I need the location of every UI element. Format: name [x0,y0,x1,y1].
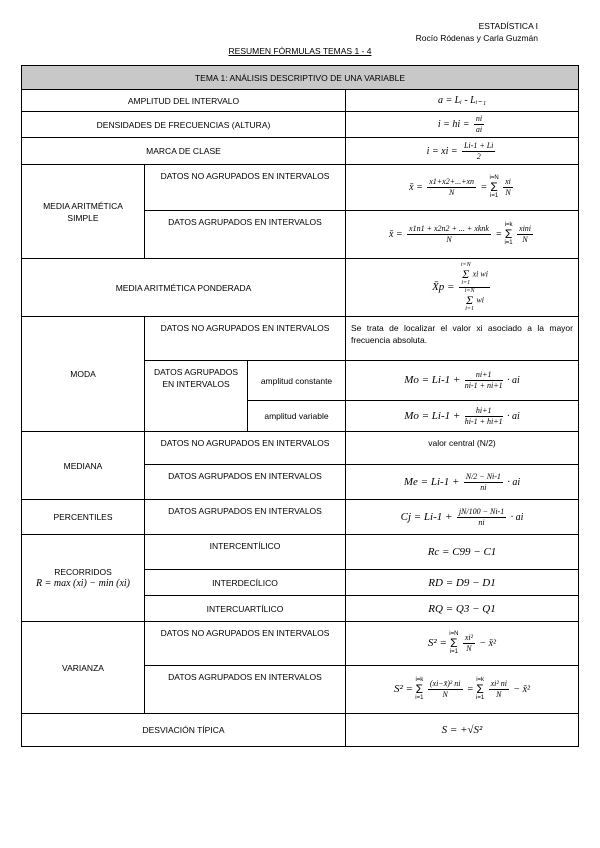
percentiles-formula: Cj = Li-1 + $\frac{jN/100 - Ni-1}{ni}$ · ai [346,500,579,535]
percentiles-sub: DATOS AGRUPADOS EN INTERVALOS [145,500,346,535]
varianza-formula1: S² = i=N Σ i=1 $\frac{\text{xi²}}{N}$ − x̄² [346,622,579,666]
intercentilico-label: INTERCENTÍLICO [145,535,346,570]
mediana-label: MEDIANA [22,432,145,500]
marca-label: MARCA DE CLASE [22,138,346,165]
media-simple-sub2: DATOS AGRUPADOS EN INTERVALOS [145,211,346,259]
media-ponderada-label: MEDIA ARITMÉTICA PONDERADA [22,259,346,317]
authors: Rocío Ródenas y Carla Guzmán [415,33,538,43]
media-simple-sub1: DATOS NO AGRUPADOS EN INTERVALOS [145,165,346,211]
moda-text: Se trata de localizar el valor xi asociado a la mayor frecuencia absoluta. [346,317,579,361]
moda-label: MODA [22,317,145,432]
amplitud-formula: a = Lᵢ - Lᵢ₋₁ [346,90,579,112]
densidades-formula: i = hi = $\frac{ni}{ai}$ [346,112,579,138]
moda-formula2: Mo = Li-1 + $\frac{hi+1}{hi-1 + hi+1}$ · ai [346,401,579,432]
media-ponderada-formula: X̄p = i=N Σ i=1 xi wi i=N Σ i=1 wi [346,259,579,317]
interdecilico-label: INTERDECÍLICO [145,570,346,596]
document-header [416,20,538,44]
media-simple-label: MEDIA ARITMÉTICA SIMPLE [22,165,145,259]
intercuartilico-label: INTERCUARTÍLICO [145,596,346,622]
percentiles-label: PERCENTILES [22,500,145,535]
moda-formula1: Mo = Li-1 + $\frac{ni+1}{ni-1 + ni+1}$ · ai [346,361,579,401]
desviacion-label: DESVIACIÓN TÍPICA [22,714,346,747]
moda-case1: amplitud constante [248,361,346,401]
varianza-sub1: DATOS NO AGRUPADOS EN INTERVALOS [145,622,346,666]
recorridos-formula: R = max (xi) − min (xi) [35,578,131,589]
moda-sub1: DATOS NO AGRUPADOS EN INTERVALOS [145,317,346,361]
amplitud-label: AMPLITUD DEL INTERVALO [22,90,346,112]
interdecilico-formula: RD = D9 − D1 [346,570,579,596]
moda-case2: amplitud variable [248,401,346,432]
moda-sub2: DATOS AGRUPADOS EN INTERVALOS [145,361,248,432]
media-simple-formula1: x̄ = $\frac{x1+x2+...+xn}{N}$ = i=N Σ i=1 $\frac{xi}{N}$ [346,165,579,211]
intercuartilico-formula: RQ = Q3 − Q1 [346,596,579,622]
section-title: TEMA 1: ANÁLISIS DESCRIPTIVO DE UNA VARIABLE [22,66,579,90]
marca-formula: i = xi = $\frac{Li-1 + Li}{2}$ [346,138,579,165]
mediana-text: valor central (N/2) [346,432,579,465]
varianza-label: VARIANZA [22,622,145,714]
varianza-sub2: DATOS AGRUPADOS EN INTERVALOS [145,666,346,714]
formula-table [21,65,579,747]
desviacion-formula: S = +√S² [346,714,579,747]
intercentilico-formula: Rc = C99 − C1 [346,535,579,570]
densidades-label: DENSIDADES DE FRECUENCIAS (ALTURA) [22,112,346,138]
subject: ESTADÍSTICA I [478,21,538,31]
page-title: RESUMEN FÓRMULAS TEMAS 1 - 4 [228,46,372,56]
mediana-formula: Me = Li-1 + $\frac{N/2 - Ni-1}{ni}$ · ai [346,465,579,500]
mediana-sub1: DATOS NO AGRUPADOS EN INTERVALOS [145,432,346,465]
recorridos-label: RECORRIDOS R = max (xi) − min (xi) [22,535,145,622]
mediana-sub2: DATOS AGRUPADOS EN INTERVALOS [145,465,346,500]
media-simple-formula2: x̄ = $\frac{\text{x1n1 + x2n2 + ... + xknk}}{N}$ = i=k Σ i=1 $\frac{\text{xini}}{N}$ [346,211,579,259]
varianza-formula2: S² = i=k Σ i=1 $\frac{\text{(xi−x̄)² ni}}{N}$ = i=k Σ i=1 $\frac{\text{xi² ni}}{N}$ − x̄² [346,666,579,714]
